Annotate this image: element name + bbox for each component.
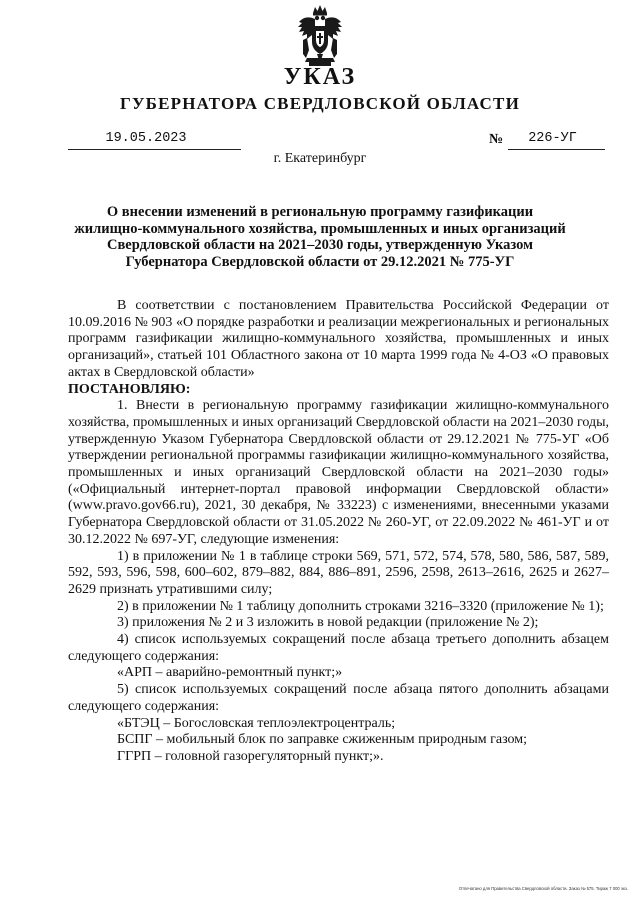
number-sign: № [489, 132, 504, 147]
subclause-5: 5) список используемых сокращений после абзаца пятого дополнить абзацами следующего содержания: [68, 682, 609, 714]
clause-1: 1. Внести в региональную программу газификации жилищно-коммунального хозяйства, промышленных и иных организаций Свердловской области на 2021–2030 годы, утвержденную Указом Губернатора Свердловской области от 29.12.2021 № 775-УГ «Об утверждении региональной программы газификации жилищно-коммунального хозяйства, промышленных и иных организаций Свердловской области на 2021–2030 годы» («Официальный интернет-портал правовой информации Свердловской области» (www.pravo.gov66.ru), 2021, 30 декабря, № 33223) с изменениями, внесенными указами Губернатора Свердловской области от 31.05.2022 № 260-УГ, от 22.09.2022 № 461-УГ и от 30.12.2022 № 697-УГ, следующие изменения: [68, 398, 609, 547]
number-underline [508, 149, 605, 150]
issuer: ГУБЕРНАТОРА СВЕРДЛОВСКОЙ ОБЛАСТИ [119, 94, 521, 113]
city: г. Екатеринбург [273, 151, 367, 166]
document-type: УКАЗ [283, 64, 357, 90]
title-line: О внесении изменений в региональную программу газификации [106, 204, 534, 220]
quote-bspg: БСПГ – мобильный блок по заправке сжиженным природным газом; [117, 732, 527, 748]
quote-btets: «БТЭЦ – Богословская теплоэлектроцентраль; [117, 715, 396, 731]
subclause-3: 3) приложения № 2 и 3 изложить в новой редакции (приложение № 2); [117, 615, 539, 631]
title-line: жилищно-коммунального хозяйства, промышленных и иных организаций [74, 220, 566, 237]
print-footer: Отпечатано для Правительства Свердловской области. Заказ № 575. Тираж 7 000 экз. [458, 886, 628, 891]
preamble: В соответствии с постановлением Правительства Российской Федерации от 10.09.2016 № 903 «О порядке разработки и реализации межрегиональных и региональных программ газификации жилищно-коммунального хозяйства, промышленных и иных организаций», статьей 101 Областного закона от 10 марта 1999 года № 4-ОЗ «О правовых актах в Свердловской области» [68, 298, 609, 380]
quote-ggrp: ГГРП – головной газорегуляторный пункт;». [117, 748, 384, 764]
date-underline [68, 149, 241, 150]
decree-number: 226-УГ [528, 131, 577, 146]
title-line: Губернатора Свердловской области от 29.12.2021 № 775-УГ [125, 253, 515, 270]
coat-of-arms-icon [297, 4, 343, 70]
title-line: Свердловской области на 2021–2030 годы, утвержденную Указом [106, 237, 533, 253]
decree-date: 19.05.2023 [105, 131, 187, 146]
resolve-heading: ПОСТАНОВЛЯЮ: [68, 381, 191, 397]
subclause-4: 4) список используемых сокращений после абзаца третьего дополнить абзацем следующего содержания: [68, 632, 609, 664]
quote-arp: «АРП – аварийно-ремонтный пункт;» [117, 665, 343, 681]
subclause-2: 2) в приложении № 1 таблицу дополнить строками 3216–3320 (приложение № 1); [117, 598, 604, 614]
decree-body [68, 298, 609, 766]
decree-title [60, 204, 580, 270]
subclause-1: 1) в приложении № 1 в таблице строки 569, 571, 572, 574, 578, 580, 586, 587, 589, 592, 593, 596, 598, 600–602, 879–882, 884, 886–891, 2596, 2598, 2613–2616, 2625 и 2627–2629 признать утратившими силу; [68, 548, 609, 597]
